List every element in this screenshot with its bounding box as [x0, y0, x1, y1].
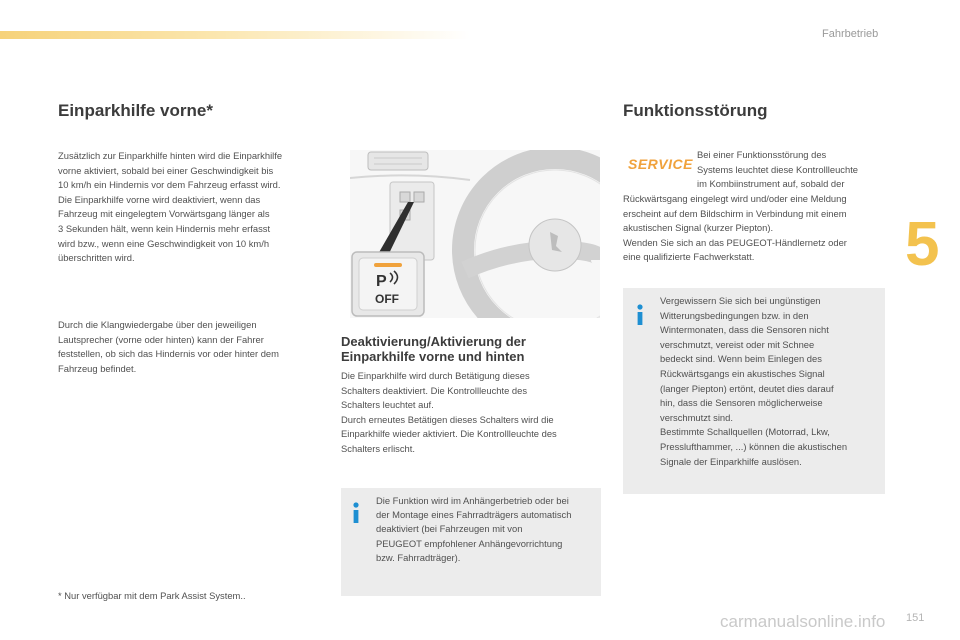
sensor-info-text: Vergewissern Sie sich bei ungünstigen Witterungsbedingungen bzw. in den Wintermonaten, dass die Sensoren nicht verschmutzt, vereist oder mit Schnee bedeckt sind. Wenn beim Einlegen des Rückwärtsgangs ein akustisches Signal (langer Piepton) ertönt, deutet dies darauf hin, dass die Sensoren möglicherweise verschmutzt sind. Bestimmte Schallquellen (Motorrad, Lkw, Presslufthammer, ...) können die akustischen Signale der Einparkhilfe auslösen.: [660, 295, 848, 467]
chapter-number: 5: [905, 210, 940, 279]
watermark: carmanualsonline.info: [720, 612, 886, 631]
sensor-info-box: [623, 288, 885, 494]
malfunction-paragraph: Rückwärtsgang eingelegt wird und/oder eine Meldung erscheint auf dem Bildschirm in Verbindung mit einem akustischen Signal (kurzer Piepton). Wenden Sie sich an das PEUGEOT-Händlernetz oder eine qualifizierte Fachwerkstatt.: [623, 193, 847, 263]
malfunction-paragraph-intro: Bei einer Funktionsstörung des Systems leuchtet diese Kontrollleuchte im Kombiinstrument auf, sobald der: [697, 149, 859, 190]
malfunction-title: Funktionsstörung: [623, 101, 768, 120]
info-icon: [349, 502, 363, 524]
trailer-info-text: Die Funktion wird im Anhängerbetrieb oder bei der Montage eines Fahrradträgers automatisch deaktiviert (bei Fahrzeugen mit von PEUGEOT empfohlener Anhängevorrichtung bzw. Fahrradträger).: [376, 495, 572, 563]
page-number: 151: [906, 612, 925, 624]
dashboard-illustration: [350, 150, 600, 318]
deactivation-paragraph: Die Einparkhilfe wird durch Betätigung dieses Schalters deaktiviert. Die Kontrollleuchte des Schalters leuchtet auf. Durch erneutes Betätigen dieses Schalters wird die Einparkhilfe wieder aktiviert. Die Kontrollleuchte des Schalters erlischt.: [341, 370, 557, 454]
switch-label: OFF: [375, 292, 399, 306]
intro-paragraph: Zusätzlich zur Einparkhilfe hinten wird die Einparkhilfe vorne aktiviert, sobald bei einer Geschwindigkeit bis 10 km/h ein Hindernis vor dem Fahrzeug erfasst wird. Die Einparkhilfe vorne wird deaktiviert, wenn das Fahrzeug mit eingelegtem Vorwärtsgang länger als 3 Sekunden hält, wenn kein Hindernis mehr erfasst wird bzw., wenn eine Geschwindigkeit von 10 km/h überschritten wird.: [58, 150, 283, 264]
switch-letter: P: [376, 273, 387, 290]
sound-paragraph: Durch die Klangwiedergabe über den jeweiligen Lautsprecher (vorne oder hinten) kann der Fahrer feststellen, ob sich das Hindernis vor oder hinter dem Fahrzeug befindet.: [58, 319, 279, 374]
trailer-info-box: [341, 488, 601, 596]
dashboard-drawing: [350, 150, 600, 318]
section-title: Fahrbetrieb: [822, 28, 879, 40]
page-title: Einparkhilfe vorne*: [58, 101, 213, 120]
deactivation-heading: Deaktivierung/Aktivierung der Einparkhilfe vorne und hinten: [341, 334, 526, 364]
header-accent-bar: [0, 31, 470, 39]
footnote: * Nur verfügbar mit dem Park Assist System..: [58, 590, 246, 601]
service-warning-icon: SERVICE: [628, 156, 693, 172]
info-icon: [633, 304, 647, 326]
